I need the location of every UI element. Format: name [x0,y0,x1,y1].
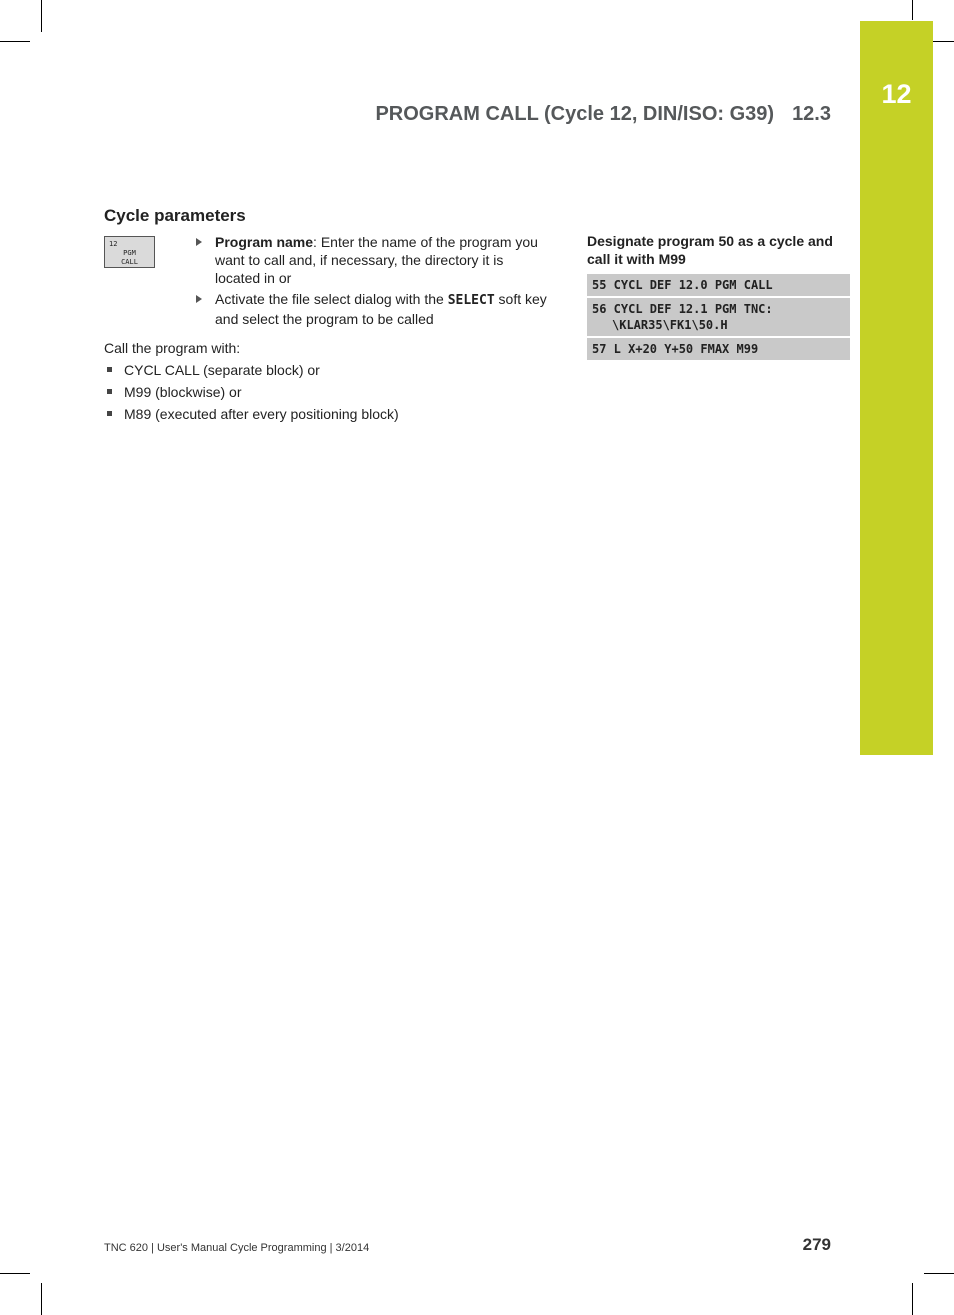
pgm-call-softkey-icon [104,236,155,268]
crop-mark [924,1273,954,1274]
code-line: 56 CYCL DEF 12.1 PGM TNC: [592,302,773,316]
code-line: 55 CYCL DEF 12.0 PGM CALL [592,278,773,292]
step-list [196,233,552,331]
list-item-text: M89 (executed after every positioning block) [124,406,399,422]
triangle-bullet-icon [196,295,202,303]
crop-mark [912,1283,913,1315]
list-item-text: CYCL CALL (separate block) or [124,362,320,378]
crop-mark [0,41,30,42]
code-example [587,274,850,362]
step-text: : Enter the name of the program you want to call and, if necessary, the directory it is located in or [215,234,538,286]
chapter-tab [860,21,933,755]
step-text-pre: Activate the file select dialog with the [215,291,448,307]
step-keyword: SELECT [447,293,495,308]
example-title: Designate program 50 as a cycle and call it with M99 [587,233,833,267]
square-bullet-icon [107,389,112,394]
list-item [104,359,399,381]
step-param-name: Program name [215,234,314,250]
crop-mark [912,0,913,20]
code-row [587,338,850,360]
code-row [587,274,850,296]
crop-mark [0,1273,30,1274]
crop-mark [41,0,42,32]
list-item [104,403,399,425]
page-number: 279 [802,1235,831,1254]
step-item [196,233,552,287]
list-item [104,381,399,403]
softkey-number: 12 [109,240,118,248]
section-heading: Cycle parameters [104,206,246,225]
crop-mark [41,1283,42,1315]
code-row [587,298,850,336]
triangle-bullet-icon [196,238,202,246]
bullet-list [104,359,399,425]
header-section: 12.3 [792,103,831,125]
code-line: 57 L X+20 Y+50 FMAX M99 [592,342,759,356]
step-item [196,290,552,328]
header-title: PROGRAM CALL (Cycle 12, DIN/ISO: G39) [375,103,775,125]
square-bullet-icon [107,367,112,372]
step-text-post: soft key and select the program to be called [215,291,547,327]
softkey-line1: PGM [123,249,136,257]
footer-text: TNC 620 | User's Manual Cycle Programming | 3/2014 [104,1242,370,1254]
code-line-continuation: \KLAR35\FK1\50.H [612,318,728,332]
list-item-text: M99 (blockwise) or [124,384,242,400]
square-bullet-icon [107,411,112,416]
softkey-line2: CALL [121,258,138,266]
chapter-number: 12 [881,79,912,109]
page-header [375,103,831,126]
call-intro: Call the program with: [104,340,241,356]
